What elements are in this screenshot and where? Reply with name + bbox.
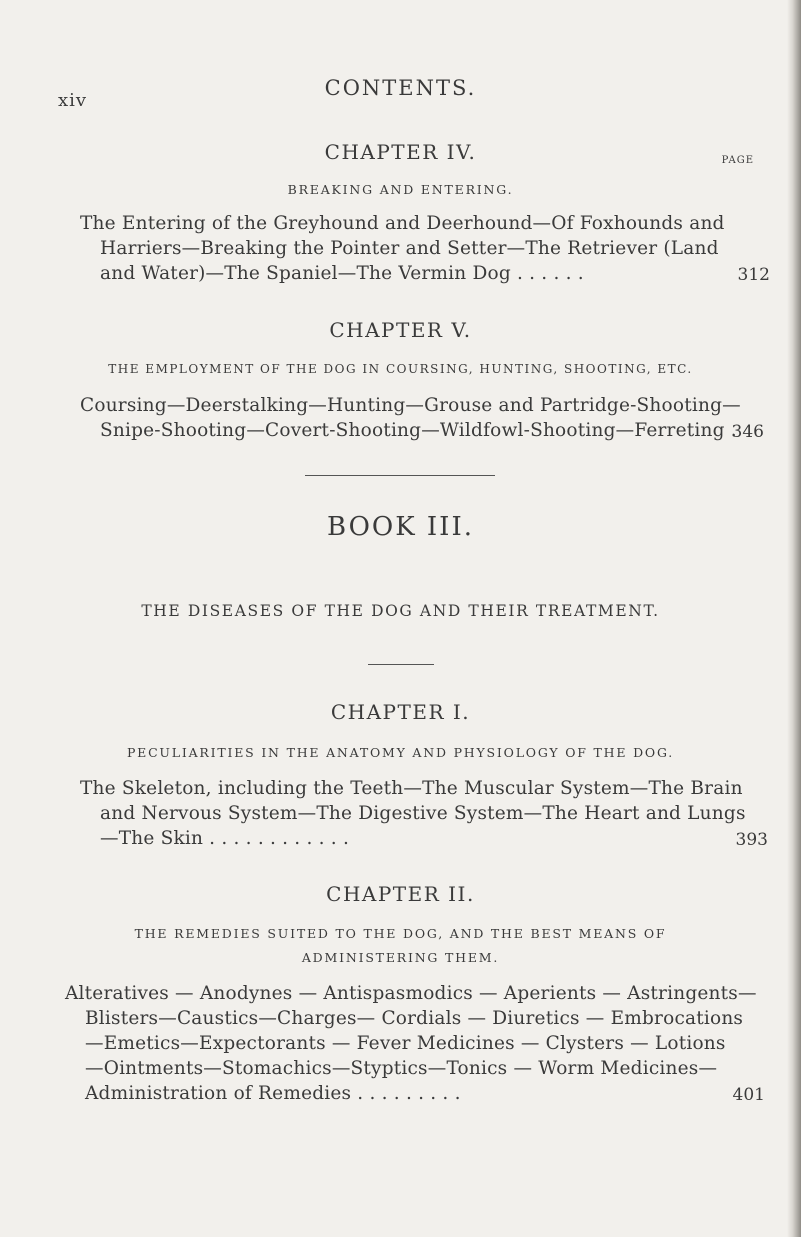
chapter-iv-line-3: and Water)—The Spaniel—The Vermin Dog . . . . . . xyxy=(100,263,584,284)
running-title: CONTENTS. xyxy=(324,76,477,100)
chapter-iv-page: 312 xyxy=(737,265,770,285)
chapter-v-page: 346 xyxy=(731,422,764,442)
chapter-ii-line-3: —Emetics—Expectorants — Fever Medicines — Clysters — Lotions xyxy=(85,1033,726,1054)
chapter-i-line-2: and Nervous System—The Digestive System—The Heart and Lungs xyxy=(100,803,746,824)
chapter-ii-subtitle-line-2: ADMINISTERING THEM. xyxy=(301,950,500,965)
chapter-v-subtitle: THE EMPLOYMENT OF THE DOG IN COURSING, HUNTING, SHOOTING, ETC. xyxy=(108,362,693,376)
short-divider-rule xyxy=(368,664,434,665)
chapter-v-line-2: Snipe-Shooting—Covert-Shooting—Wildfowl-Shooting—Ferreting . xyxy=(100,420,737,441)
chapter-i-page: 393 xyxy=(735,830,768,850)
chapter-i-title: CHAPTER I. xyxy=(330,700,471,724)
chapter-v-title: CHAPTER V. xyxy=(329,318,472,342)
chapter-ii-subtitle-line-1: THE REMEDIES SUITED TO THE DOG, AND THE BEST MEANS OF xyxy=(134,926,667,941)
page-number: xiv xyxy=(58,90,88,111)
chapter-i-line-3: —The Skin . . . . . . . . . . . . xyxy=(100,828,350,849)
chapter-ii-page: 401 xyxy=(732,1085,765,1105)
chapter-iv-line-2: Harriers—Breaking the Pointer and Setter—The Retriever (Land xyxy=(100,238,719,259)
chapter-iv-subtitle: BREAKING AND ENTERING. xyxy=(287,182,514,197)
book-subtitle: THE DISEASES OF THE DOG AND THEIR TREATMENT. xyxy=(141,602,660,620)
book-title: BOOK III. xyxy=(327,512,474,542)
chapter-ii-line-5: Administration of Remedies . . . . . . . . . xyxy=(85,1083,461,1104)
chapter-ii-line-4: —Ointments—Stomachics—Styptics—Tonics — Worm Medicines— xyxy=(85,1058,718,1079)
chapter-iv-title: CHAPTER IV. xyxy=(324,140,477,164)
chapter-ii-title: CHAPTER II. xyxy=(326,882,475,906)
chapter-i-line-1: The Skeleton, including the Teeth—The Muscular System—The Brain xyxy=(80,778,743,799)
chapter-ii-line-2: Blisters—Caustics—Charges— Cordials — Diuretics — Embrocations xyxy=(85,1008,744,1029)
chapter-v-line-1: Coursing—Deerstalking—Hunting—Grouse and Partridge-Shooting— xyxy=(80,395,741,416)
chapter-i-subtitle: PECULIARITIES IN THE ANATOMY AND PHYSIOLOGY OF THE DOG. xyxy=(126,745,675,760)
divider-rule xyxy=(305,475,495,476)
page-column-label: PAGE xyxy=(721,155,754,166)
chapter-ii-line-1: Alteratives — Anodynes — Antispasmodics — Aperients — Astringents— xyxy=(65,983,757,1004)
chapter-iv-line-1: The Entering of the Greyhound and Deerhound—Of Foxhounds and xyxy=(80,213,725,234)
